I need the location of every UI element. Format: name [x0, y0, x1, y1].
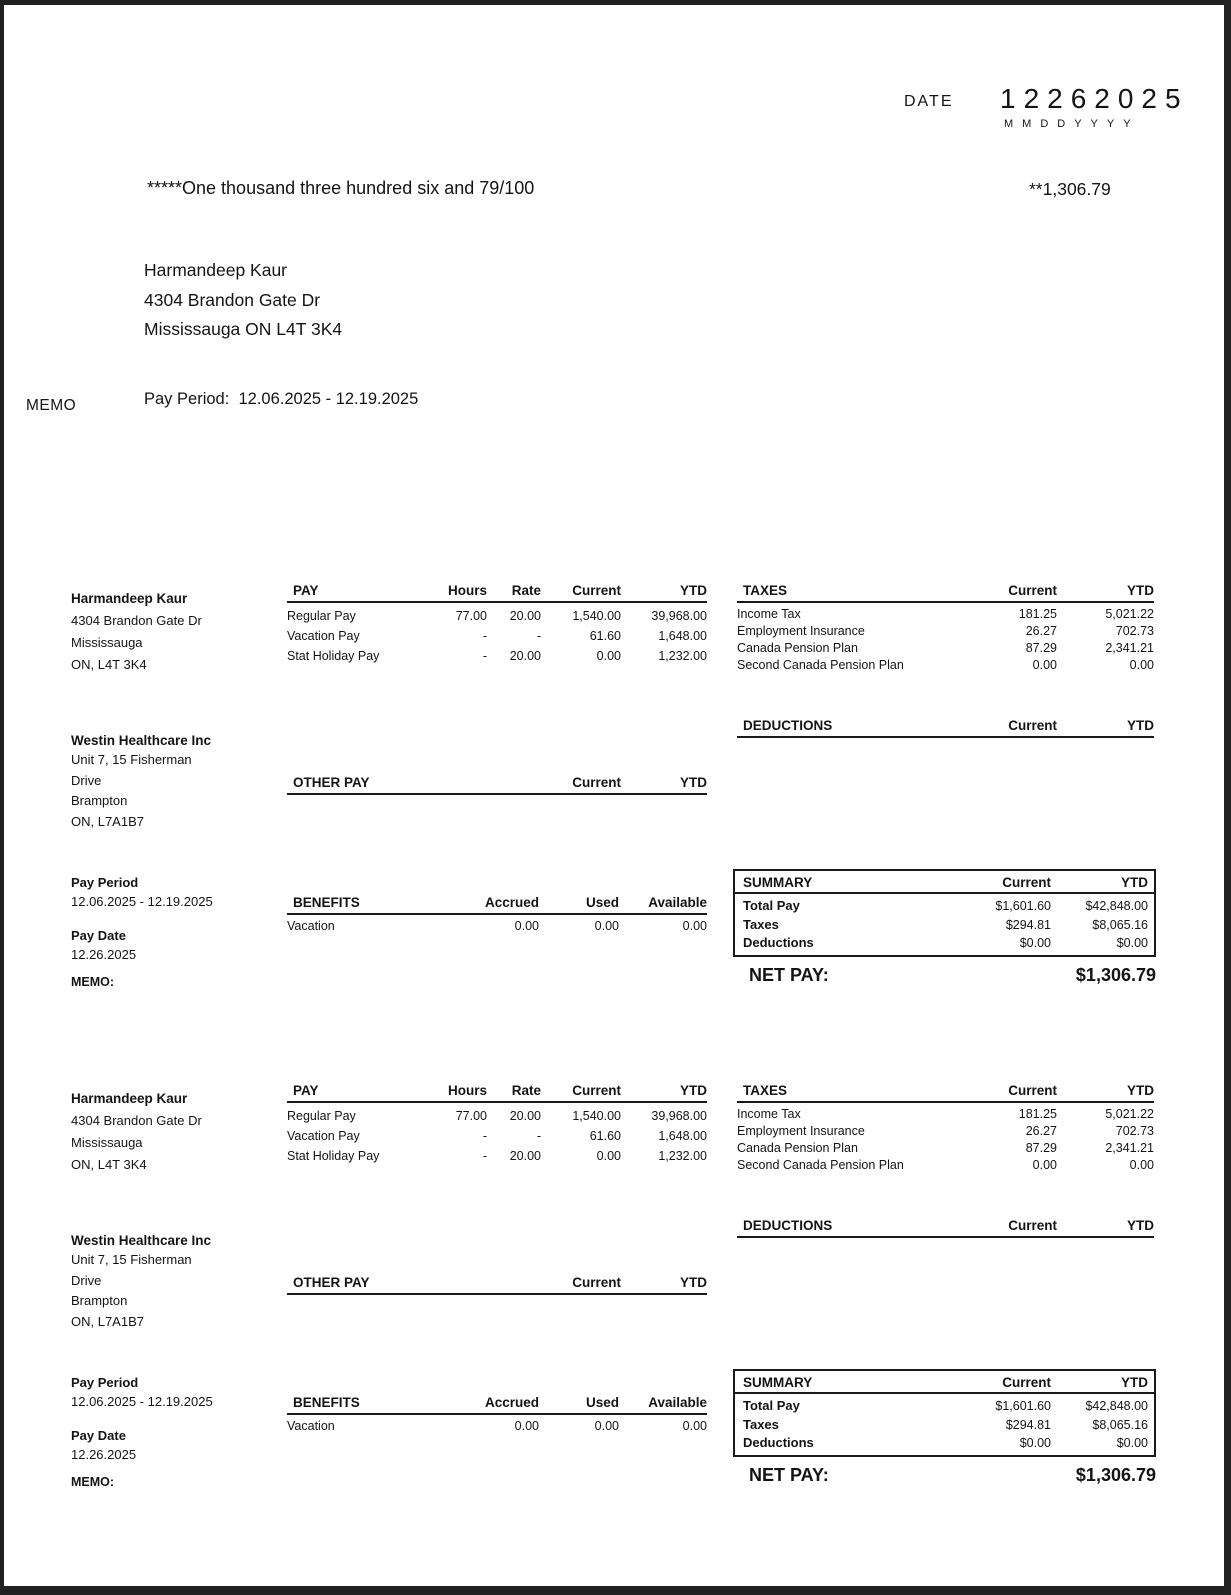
summary-row [743, 1416, 1148, 1435]
pay-col-header: YTD [680, 583, 707, 598]
employer-address-line: Unit 7, 15 Fisherman [71, 752, 192, 767]
taxes-col-header: Current [1008, 1083, 1057, 1098]
benefits-cell-available: 0.00 [682, 1419, 707, 1433]
employer-address [71, 750, 192, 832]
employee-address-line: ON, L4T 3K4 [71, 1157, 147, 1172]
deductions-title: DEDUCTIONS [743, 1218, 833, 1233]
benefits-cell-name: Vacation [287, 1419, 335, 1433]
payee-address-block [144, 256, 342, 345]
summary-cell-name: Taxes [743, 1416, 779, 1432]
taxes-cell-ytd: 5,021.22 [1105, 607, 1154, 621]
pay-cell-current: 61.60 [589, 1129, 621, 1143]
payee-name: Harmandeep Kaur [144, 260, 287, 280]
benefits-col-header: Used [585, 1395, 619, 1410]
other-pay-col-header: YTD [680, 1275, 707, 1290]
pay-date-label: Pay Date [71, 1428, 126, 1443]
pay-col-header: YTD [680, 1083, 707, 1098]
taxes-header [737, 583, 1154, 603]
taxes-row [737, 623, 1154, 640]
benefits-cell-used: 0.00 [594, 919, 619, 933]
taxes-cell-name: Second Canada Pension Plan [737, 658, 904, 672]
summary-cell-name: Taxes [743, 916, 779, 932]
taxes-row [737, 1140, 1154, 1157]
employee-address-line: ON, L4T 3K4 [71, 657, 147, 672]
taxes-cell-name: Employment Insurance [737, 624, 865, 638]
pay-cell-current: 0.00 [596, 649, 621, 663]
employer-address [71, 1250, 192, 1332]
taxes-cell-current: 26.27 [1025, 1124, 1057, 1138]
benefits-col-header: Accrued [484, 895, 539, 910]
taxes-cell-current: 181.25 [1018, 607, 1057, 621]
pay-col-header: Current [572, 583, 621, 598]
pay-cell-ytd: 1,648.00 [658, 1129, 707, 1143]
deductions-header [737, 1218, 1154, 1238]
taxes-cell-ytd: 702.73 [1115, 624, 1154, 638]
pay-cell-name: Vacation Pay [287, 629, 360, 643]
employer-address-line: ON, L7A1B7 [71, 813, 144, 829]
taxes-cell-ytd: 702.73 [1115, 1124, 1154, 1138]
employee-address-line: 4304 Brandon Gate Dr [71, 1113, 202, 1128]
deductions-col-header: Current [1008, 718, 1057, 733]
pay-cell-ytd: 1,232.00 [658, 1149, 707, 1163]
employer-address-line: Brampton [71, 1293, 128, 1308]
other-pay-header [287, 775, 707, 795]
taxes-cell-name: Employment Insurance [737, 1124, 865, 1138]
summary-row [743, 1434, 1148, 1453]
employer-name: Westin Healthcare Inc [71, 1233, 212, 1248]
pay-cell-hours: - [482, 1149, 487, 1163]
pay-table-row [287, 646, 707, 666]
taxes-cell-ytd: 0.00 [1129, 658, 1154, 672]
benefits-col-header: Accrued [484, 1395, 539, 1410]
deductions-header [737, 718, 1154, 738]
other-pay-col-header: Current [572, 775, 621, 790]
other-pay-title: OTHER PAY [293, 775, 370, 790]
taxes-title: TAXES [743, 1083, 788, 1098]
pay-cell-rate: 20.00 [509, 649, 541, 663]
summary-body [735, 894, 1154, 953]
summary-title: SUMMARY [743, 1375, 813, 1390]
benefits-col-header: Available [648, 1395, 707, 1410]
pay-col-header: Current [572, 1083, 621, 1098]
summary-col-header: YTD [1121, 1375, 1148, 1390]
pay-table-row [287, 1106, 707, 1126]
taxes-body [737, 1106, 1154, 1174]
summary-cell-current: $0.00 [1019, 936, 1051, 950]
pay-stub-2 [4, 1083, 1224, 1523]
pay-period-line: Pay Period: 12.06.2025 - 12.19.2025 [144, 390, 419, 408]
pay-date-value: 12.26.2025 [71, 1447, 137, 1462]
taxes-cell-name: Second Canada Pension Plan [737, 1158, 904, 1172]
summary-cell-ytd: $0.00 [1116, 936, 1148, 950]
net-pay-value: $1,306.79 [1075, 965, 1156, 985]
pay-period-label: Pay Period [71, 875, 139, 890]
pay-table [287, 1083, 707, 1166]
deductions-col-header: Current [1008, 1218, 1057, 1233]
pay-period-label: Pay Period [71, 1375, 139, 1390]
pay-cell-rate: 20.00 [509, 1149, 541, 1163]
taxes-col-header: YTD [1127, 583, 1154, 598]
pay-col-header: Hours [447, 1083, 487, 1098]
pay-cell-ytd: 39,968.00 [651, 1109, 707, 1123]
pay-cell-current: 61.60 [589, 629, 621, 643]
pay-stub-1 [4, 583, 1224, 1023]
summary-cell-current: $294.81 [1005, 1417, 1051, 1432]
taxes-header [737, 1083, 1154, 1103]
benefits-cell-accrued: 0.00 [514, 1419, 539, 1433]
benefits-body [287, 1418, 707, 1435]
pay-cell-hours: - [482, 1129, 487, 1143]
summary-cell-current: $1,601.60 [995, 899, 1051, 913]
memo-label: MEMO [26, 397, 77, 414]
taxes-cell-name: Canada Pension Plan [737, 1141, 858, 1155]
employer-address-line: Brampton [71, 793, 128, 808]
benefits-cell-name: Vacation [287, 919, 335, 933]
summary-row [743, 934, 1148, 953]
pay-cell-ytd: 39,968.00 [651, 609, 707, 623]
benefits-header [287, 895, 707, 915]
benefits-row [287, 918, 707, 935]
taxes-cell-current: 87.29 [1025, 1141, 1057, 1155]
stub-memo-label: MEMO: [71, 1475, 115, 1489]
taxes-cell-ytd: 2,341.21 [1105, 1141, 1154, 1155]
deductions-table [737, 1218, 1154, 1238]
summary-row [743, 916, 1148, 935]
summary-cell-ytd: $8,065.16 [1092, 917, 1148, 932]
employer-address-line: Unit 7, 15 Fisherman [71, 1252, 192, 1267]
other-pay-table [287, 1275, 707, 1295]
employee-address-line: Mississauga [71, 635, 143, 650]
taxes-row [737, 1123, 1154, 1140]
pay-title: PAY [293, 583, 319, 598]
summary-title: SUMMARY [743, 875, 813, 890]
benefits-col-header: Available [648, 895, 707, 910]
benefits-table [287, 895, 707, 935]
summary-cell-ytd: $0.00 [1116, 1436, 1148, 1450]
taxes-cell-current: 181.25 [1018, 1107, 1057, 1121]
summary-cell-current: $0.00 [1019, 1436, 1051, 1450]
pay-date-label: Pay Date [71, 928, 126, 943]
employee-address-line: Mississauga [71, 1135, 143, 1150]
pay-cell-rate: - [536, 1129, 541, 1143]
employee-address-line: 4304 Brandon Gate Dr [71, 613, 202, 628]
summary-cell-current: $1,601.60 [995, 1399, 1051, 1413]
taxes-cell-ytd: 2,341.21 [1105, 641, 1154, 655]
pay-cell-ytd: 1,648.00 [658, 629, 707, 643]
employer-address-line: Drive [71, 772, 102, 788]
payee-address-line: 4304 Brandon Gate Dr [144, 289, 321, 310]
benefits-cell-available: 0.00 [682, 919, 707, 933]
summary-col-header: Current [1002, 875, 1051, 890]
summary-row [743, 1397, 1148, 1416]
summary-cell-name: Total Pay [743, 898, 800, 913]
taxes-row [737, 1157, 1154, 1174]
pay-cell-rate: 20.00 [509, 609, 541, 623]
taxes-cell-ytd: 0.00 [1129, 1158, 1154, 1172]
benefits-row [287, 1418, 707, 1435]
pay-cell-rate: 20.00 [509, 1109, 541, 1123]
pay-date-value: 12.26.2025 [71, 947, 137, 962]
deductions-col-header: YTD [1127, 1218, 1154, 1233]
other-pay-col-header: Current [572, 1275, 621, 1290]
payee-address-line: Mississauga ON L4T 3K4 [144, 319, 343, 339]
pay-cell-hours: - [482, 649, 487, 663]
taxes-cell-current: 87.29 [1025, 641, 1057, 655]
taxes-cell-current: 0.00 [1032, 1158, 1057, 1172]
date-format-hint: MMDDYYYY [1004, 118, 1140, 130]
pay-table-row [287, 1126, 707, 1146]
taxes-cell-current: 26.27 [1025, 624, 1057, 638]
pay-table-body [287, 1106, 707, 1166]
benefits-title: BENEFITS [293, 1395, 360, 1410]
pay-table-row [287, 606, 707, 626]
taxes-row [737, 606, 1154, 623]
pay-cell-name: Vacation Pay [287, 1129, 360, 1143]
pay-col-header: Rate [511, 1083, 541, 1098]
pay-cell-name: Stat Holiday Pay [287, 649, 380, 663]
pay-col-header: Hours [447, 583, 487, 598]
pay-cell-rate: - [536, 629, 541, 643]
summary-header [735, 871, 1154, 894]
date-value: 12262025 [1000, 83, 1189, 114]
taxes-col-header: YTD [1127, 1083, 1154, 1098]
pay-col-header: Rate [511, 583, 541, 598]
taxes-cell-name: Income Tax [737, 1107, 801, 1121]
summary-box [733, 869, 1156, 957]
deductions-table [737, 718, 1154, 738]
pay-cell-current: 1,540.00 [572, 1109, 621, 1123]
deductions-title: DEDUCTIONS [743, 718, 833, 733]
summary-cell-name: Deductions [743, 935, 814, 950]
taxes-col-header: Current [1008, 583, 1057, 598]
taxes-body [737, 606, 1154, 674]
amount-numeric: **1,306.79 [1029, 179, 1111, 199]
benefits-col-header: Used [585, 895, 619, 910]
pay-table [287, 583, 707, 666]
pay-table-header [287, 583, 707, 603]
employer-name: Westin Healthcare Inc [71, 733, 212, 748]
pay-table-body [287, 606, 707, 666]
summary-cell-ytd: $42,848.00 [1085, 899, 1148, 913]
pay-period-value: 12.06.2025 - 12.19.2025 [71, 1394, 213, 1409]
taxes-cell-current: 0.00 [1032, 658, 1057, 672]
date-label: DATE [904, 93, 954, 110]
summary-cell-ytd: $42,848.00 [1085, 1399, 1148, 1413]
employee-name: Harmandeep Kaur [71, 1091, 188, 1106]
pay-cell-hours: 77.00 [455, 609, 487, 623]
benefits-cell-used: 0.00 [594, 1419, 619, 1433]
taxes-row [737, 640, 1154, 657]
employer-address-line: Drive [71, 1272, 102, 1288]
taxes-cell-ytd: 5,021.22 [1105, 1107, 1154, 1121]
employee-address [71, 610, 202, 676]
other-pay-header [287, 1275, 707, 1295]
benefits-cell-accrued: 0.00 [514, 919, 539, 933]
taxes-row [737, 1106, 1154, 1123]
pay-cell-hours: 77.00 [455, 1109, 487, 1123]
pay-cell-hours: - [482, 629, 487, 643]
other-pay-col-header: YTD [680, 775, 707, 790]
pay-cell-name: Regular Pay [287, 609, 356, 623]
benefits-table [287, 1395, 707, 1435]
pay-period-value: 12.06.2025 - 12.19.2025 [71, 894, 213, 909]
net-pay-value: $1,306.79 [1075, 1465, 1156, 1485]
taxes-cell-name: Income Tax [737, 607, 801, 621]
summary-body [735, 1394, 1154, 1453]
deductions-col-header: YTD [1127, 718, 1154, 733]
pay-cell-current: 0.00 [596, 1149, 621, 1163]
pay-cell-ytd: 1,232.00 [658, 649, 707, 663]
pay-table-row [287, 626, 707, 646]
pay-title: PAY [293, 1083, 319, 1098]
benefits-body [287, 918, 707, 935]
summary-cell-name: Total Pay [743, 1398, 800, 1413]
net-pay-row [749, 965, 1156, 986]
summary-box [733, 1369, 1156, 1457]
summary-col-header: YTD [1121, 875, 1148, 890]
summary-col-header: Current [1002, 1375, 1051, 1390]
amount-in-words: *****One thousand three hundred six and 79/100 [147, 178, 535, 198]
summary-header [735, 1371, 1154, 1394]
pay-table-row [287, 1146, 707, 1166]
taxes-table [737, 1083, 1154, 1174]
net-pay-row [749, 1465, 1156, 1486]
taxes-cell-name: Canada Pension Plan [737, 641, 858, 655]
taxes-table [737, 583, 1154, 674]
summary-row [743, 897, 1148, 916]
other-pay-table [287, 775, 707, 795]
stub-memo-label: MEMO: [71, 975, 115, 989]
employee-address [71, 1110, 202, 1176]
other-pay-title: OTHER PAY [293, 1275, 370, 1290]
employee-name: Harmandeep Kaur [71, 591, 188, 606]
taxes-row [737, 657, 1154, 674]
net-pay-label: NET PAY: [749, 1465, 829, 1485]
pay-table-header [287, 1083, 707, 1103]
employer-address-line: ON, L7A1B7 [71, 1313, 144, 1329]
benefits-header [287, 1395, 707, 1415]
pay-cell-name: Stat Holiday Pay [287, 1149, 380, 1163]
summary-cell-name: Deductions [743, 1435, 814, 1450]
summary-cell-ytd: $8,065.16 [1092, 1417, 1148, 1432]
summary-cell-current: $294.81 [1005, 917, 1051, 932]
benefits-title: BENEFITS [293, 895, 360, 910]
pay-cell-name: Regular Pay [287, 1109, 356, 1123]
pay-cell-current: 1,540.00 [572, 609, 621, 623]
net-pay-label: NET PAY: [749, 965, 829, 985]
taxes-title: TAXES [743, 583, 788, 598]
